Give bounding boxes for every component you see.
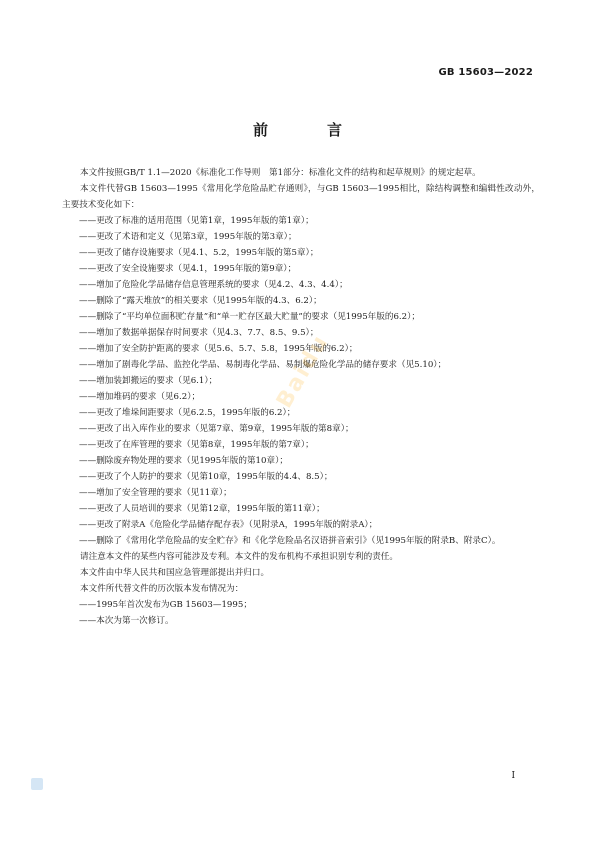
page-title: 前 言 (252, 121, 364, 139)
history-list (62, 597, 540, 629)
paragraph: 本文件所代替文件的历次版本发布情况为： (80, 584, 244, 594)
list-item: ——增加堆码的要求（见6.2）； (79, 392, 201, 402)
list-item: ——增加了危险化学品储存信息管理系统的要求（见4.2、4.3、4.4）； (79, 280, 348, 290)
list-item: ——删除废弃物处理的要求（见1995年版的第10章）； (79, 456, 288, 466)
list-item: ——增加了安全防护距离的要求（见5.6、5.7、5.8，1995年版的6.2）； (79, 344, 358, 354)
list-item: ——更改了安全设施要求（见4.1，1995年版的第9章）； (79, 264, 297, 274)
list-item: ——删除了“露天堆放”的相关要求（见1995年版的4.3、6.2）； (79, 296, 322, 306)
list-item: ——更改了出入库作业的要求（见第7章、第9章，1995年版的第8章）； (79, 424, 354, 434)
paragraph: 请注意本文件的某些内容可能涉及专利。本文件的发布机构不承担识别专利的责任。 (80, 552, 398, 562)
list-item: ——更改了储存设施要求（见4.1、5.2，1995年版的第5章）； (79, 248, 319, 258)
list-item: ——更改了个人防护的要求（见第10章，1995年版的4.4、8.5）； (79, 472, 333, 482)
list-item: ——更改了术语和定义（见第3章，1995年版的第3章）； (79, 232, 297, 242)
list-item: ——删除了《常用化学危险品的安全贮存》和《化学危险品名汉语拼音索引》（见1995年版的附录B、附录C）。 (79, 536, 501, 546)
watermark: Baidu (272, 330, 334, 413)
standard-code: GB 15603—2022 (438, 67, 533, 78)
paragraph: 本文件按照GB/T 1.1—2020《标准化工作导则 第1部分：标准化文件的结构和起草规则》的规定起草。 (80, 168, 481, 178)
paragraph: 本文件代替GB 15603—1995《常用化学危险品贮存通则》，与GB 15603—1995相比，除结构调整和编辑性改动外，主要技术变化如下： (62, 184, 540, 210)
list-item: ——增加了安全管理的要求（见11章）； (79, 488, 232, 498)
list-item: ——更改了附录A《危险化学品储存配存表》（见附录A，1995年版的附录A）； (79, 520, 378, 530)
page-number: I (511, 771, 515, 781)
list-item: ——增加装卸搬运的要求（见6.1）； (79, 376, 218, 386)
list-item: ——1995年首次发布为GB 15603—1995； (79, 600, 252, 610)
list-item: ——更改了在库管理的要求（见第8章，1995年版的第7章）； (79, 440, 314, 450)
list-item: ——更改了堆垛间距要求（见6.2.5，1995年版的6.2）； (79, 408, 296, 418)
list-item: ——增加了剧毒化学品、监控化学品、易制毒化学品、易制爆危险化学品的储存要求（见5.10）； (79, 360, 447, 370)
list-item: ——增加了数据单据保存时间要求（见4.3、7.7、8.5、9.5）； (79, 328, 319, 338)
paragraph: 本文件由中华人民共和国应急管理部提出并归口。 (80, 568, 270, 578)
list-item: ——删除了“平均单位面积贮存量”和“单一贮存区最大贮量”的要求（见1995年版的6.2）； (79, 312, 420, 322)
list-item: ——本次为第一次修订。 (79, 616, 174, 626)
list-item: ——更改了人员培训的要求（见第12章，1995年版的第11章）； (79, 504, 325, 514)
list-item: ——更改了标准的适用范围（见第1章，1995年版的第1章）； (79, 216, 314, 226)
corner-logo-icon (31, 778, 43, 790)
